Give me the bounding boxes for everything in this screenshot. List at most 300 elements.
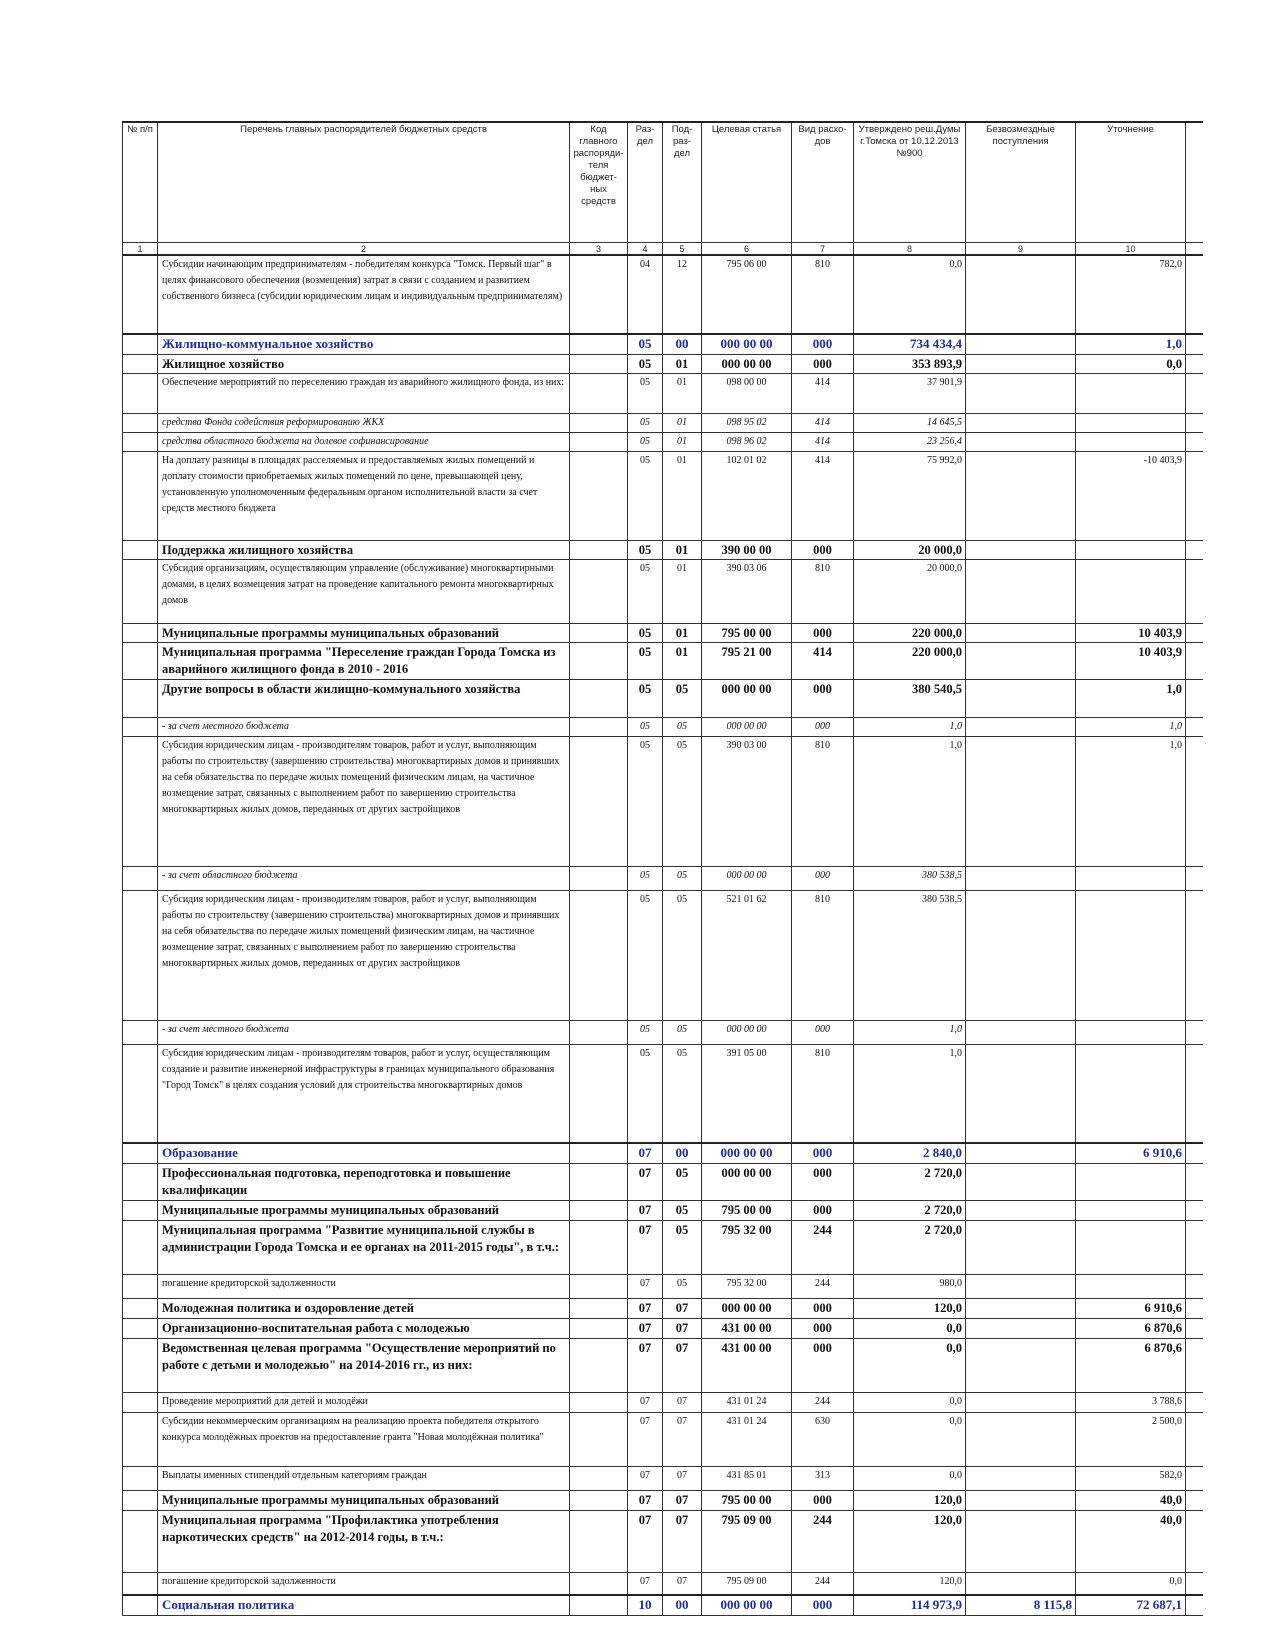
cell-change: 0,0 xyxy=(1076,1573,1186,1596)
cell-razdel: 05 xyxy=(628,541,663,560)
cell-approved: 20 000,0 xyxy=(854,541,966,560)
cell-grants xyxy=(966,374,1076,414)
cell-change: -10 403,9 xyxy=(1076,452,1186,541)
cell-next xyxy=(1186,1467,1203,1491)
cell-code xyxy=(570,624,628,643)
cell-grants xyxy=(966,1021,1076,1045)
cell-code xyxy=(570,1299,628,1319)
cell-num xyxy=(123,680,158,718)
cell-expense-type: 000 xyxy=(792,1201,854,1221)
cell-grants xyxy=(966,1573,1076,1596)
cell-expense-type: 000 xyxy=(792,1143,854,1164)
table-row xyxy=(123,1021,1203,1045)
cell-razdel: 05 xyxy=(628,643,663,680)
cell-razdel: 05 xyxy=(628,452,663,541)
cell-grants xyxy=(966,414,1076,433)
table-row xyxy=(123,1511,1203,1573)
cell-next xyxy=(1186,1319,1203,1339)
header-row xyxy=(123,122,1203,243)
cell-num xyxy=(123,560,158,624)
cell-podrazdel: 05 xyxy=(663,891,702,1021)
cell-change: 782,0 xyxy=(1076,255,1186,334)
cell-grants xyxy=(966,737,1076,867)
cell-grants xyxy=(966,680,1076,718)
cell-razdel: 07 xyxy=(628,1275,663,1299)
cell-podrazdel: 01 xyxy=(663,560,702,624)
cell-num xyxy=(123,452,158,541)
cell-next xyxy=(1186,334,1203,355)
cell-name: Социальная политика xyxy=(158,1595,570,1616)
cell-podrazdel: 07 xyxy=(663,1339,702,1393)
cell-podrazdel: 01 xyxy=(663,374,702,414)
cell-target-article: 431 01 24 xyxy=(702,1413,792,1467)
cell-approved: 0,0 xyxy=(854,1393,966,1413)
cell-podrazdel: 05 xyxy=(663,1021,702,1045)
budget-table xyxy=(122,121,1203,1616)
cell-num xyxy=(123,255,158,334)
cell-next xyxy=(1186,643,1203,680)
cell-name: Проведение мероприятий для детей и молодёжи xyxy=(158,1393,570,1413)
cell-expense-type: 000 xyxy=(792,680,854,718)
cell-num xyxy=(123,624,158,643)
cell-num xyxy=(123,1275,158,1299)
cell-podrazdel: 07 xyxy=(663,1299,702,1319)
cell-grants xyxy=(966,1164,1076,1201)
col-header-approved: Утверждено реш.Думы г.Томска от 10.12.2013 №900 xyxy=(854,122,966,243)
cell-approved: 114 973,9 xyxy=(854,1595,966,1616)
cell-change: 40,0 xyxy=(1076,1491,1186,1511)
cell-change xyxy=(1076,374,1186,414)
table-row xyxy=(123,541,1203,560)
cell-change xyxy=(1076,1021,1186,1045)
table-body xyxy=(123,255,1203,1616)
cell-change xyxy=(1076,891,1186,1021)
cell-podrazdel: 07 xyxy=(663,1467,702,1491)
cell-target-article: 795 09 00 xyxy=(702,1511,792,1573)
col-header-expense-type: Вид расхо-дов xyxy=(792,122,854,243)
cell-podrazdel: 01 xyxy=(663,414,702,433)
cell-num xyxy=(123,1573,158,1596)
cell-change: 6 870,6 xyxy=(1076,1319,1186,1339)
cell-podrazdel: 05 xyxy=(663,737,702,867)
cell-podrazdel: 05 xyxy=(663,1275,702,1299)
col-num: 4 xyxy=(628,243,663,256)
table-row xyxy=(123,1393,1203,1413)
cell-num xyxy=(123,414,158,433)
cell-change: 1,0 xyxy=(1076,334,1186,355)
cell-change xyxy=(1076,1164,1186,1201)
cell-razdel: 07 xyxy=(628,1339,663,1393)
cell-change: 1,0 xyxy=(1076,737,1186,867)
cell-change: 1,0 xyxy=(1076,680,1186,718)
cell-name: средства областного бюджета на долевое софинансирование xyxy=(158,433,570,452)
col-header-podrazdel: Под-раз-дел xyxy=(663,122,702,243)
cell-podrazdel: 07 xyxy=(663,1319,702,1339)
cell-target-article: 000 00 00 xyxy=(702,1164,792,1201)
cell-name: Ведомственная целевая программа "Осуществление мероприятий по работе с детьми и молодежью" на 2014-2016 гг., из них: xyxy=(158,1339,570,1393)
cell-expense-type: 630 xyxy=(792,1413,854,1467)
cell-num xyxy=(123,1201,158,1221)
cell-approved: 120,0 xyxy=(854,1511,966,1573)
cell-change xyxy=(1076,1045,1186,1144)
cell-code xyxy=(570,334,628,355)
cell-approved: 23 256,4 xyxy=(854,433,966,452)
cell-target-article: 795 21 00 xyxy=(702,643,792,680)
cell-approved: 220 000,0 xyxy=(854,643,966,680)
cell-razdel: 05 xyxy=(628,433,663,452)
cell-razdel: 05 xyxy=(628,334,663,355)
cell-razdel: 05 xyxy=(628,624,663,643)
cell-next xyxy=(1186,680,1203,718)
cell-target-article: 795 00 00 xyxy=(702,1201,792,1221)
cell-name: Жилищное хозяйство xyxy=(158,355,570,374)
cell-next xyxy=(1186,624,1203,643)
cell-podrazdel: 05 xyxy=(663,680,702,718)
cell-grants xyxy=(966,718,1076,737)
cell-target-article: 102 01 02 xyxy=(702,452,792,541)
cell-expense-type: 000 xyxy=(792,1299,854,1319)
cell-expense-type: 414 xyxy=(792,433,854,452)
cell-name: Другие вопросы в области жилищно-коммунального хозяйства xyxy=(158,680,570,718)
cell-razdel: 05 xyxy=(628,374,663,414)
cell-target-article: 795 06 00 xyxy=(702,255,792,334)
cell-num xyxy=(123,1339,158,1393)
cell-num xyxy=(123,1045,158,1144)
cell-razdel: 07 xyxy=(628,1299,663,1319)
cell-razdel: 07 xyxy=(628,1573,663,1596)
cell-name: Организационно-воспитательная работа с молодежью xyxy=(158,1319,570,1339)
cell-name: Субсидия юридическим лицам - производителям товаров, работ и услуг, выполняющим работы по строительству (завершению строительства) многоквартирных домов и принявших на себя обязательства по передаче жилых помещений физическим лицам, на частичное возмещение затрат, связанных с выполнением работ по завершению строительства многоквартирных жилых домов, переданных от других застройщиков xyxy=(158,891,570,1021)
cell-podrazdel: 05 xyxy=(663,1201,702,1221)
cell-razdel: 05 xyxy=(628,680,663,718)
cell-grants xyxy=(966,255,1076,334)
cell-num xyxy=(123,1164,158,1201)
cell-next xyxy=(1186,1413,1203,1467)
cell-num xyxy=(123,1595,158,1616)
cell-expense-type: 244 xyxy=(792,1573,854,1596)
cell-name: Поддержка жилищного хозяйства xyxy=(158,541,570,560)
cell-grants xyxy=(966,1413,1076,1467)
cell-approved: 20 000,0 xyxy=(854,560,966,624)
cell-target-article: 431 85 01 xyxy=(702,1467,792,1491)
table-row xyxy=(123,1467,1203,1491)
cell-grants xyxy=(966,452,1076,541)
cell-name: Выплаты именных стипендий отдельным категориям граждан xyxy=(158,1467,570,1491)
col-header-num: № п/п xyxy=(123,122,158,243)
cell-num xyxy=(123,374,158,414)
cell-name: Жилищно-коммунальное хозяйство xyxy=(158,334,570,355)
col-header-next xyxy=(1186,122,1203,243)
cell-expense-type: 000 xyxy=(792,624,854,643)
cell-target-article: 521 01 62 xyxy=(702,891,792,1021)
cell-podrazdel: 05 xyxy=(663,1221,702,1275)
cell-next xyxy=(1186,891,1203,1021)
cell-target-article: 391 05 00 xyxy=(702,1045,792,1144)
col-num: 7 xyxy=(792,243,854,256)
col-num xyxy=(1186,243,1203,256)
cell-code xyxy=(570,643,628,680)
cell-num xyxy=(123,1467,158,1491)
cell-next xyxy=(1186,718,1203,737)
table-row xyxy=(123,1319,1203,1339)
cell-name: Профессиональная подготовка, переподготовка и повышение квалификации xyxy=(158,1164,570,1201)
cell-target-article: 390 00 00 xyxy=(702,541,792,560)
cell-approved: 0,0 xyxy=(854,1319,966,1339)
cell-next xyxy=(1186,867,1203,891)
cell-next xyxy=(1186,1393,1203,1413)
cell-expense-type: 810 xyxy=(792,1045,854,1144)
cell-code xyxy=(570,891,628,1021)
cell-code xyxy=(570,1164,628,1201)
cell-podrazdel: 00 xyxy=(663,1595,702,1616)
cell-podrazdel: 07 xyxy=(663,1413,702,1467)
cell-next xyxy=(1186,560,1203,624)
cell-target-article: 098 96 02 xyxy=(702,433,792,452)
cell-change: 2 500,0 xyxy=(1076,1413,1186,1467)
cell-grants xyxy=(966,334,1076,355)
cell-name: Муниципальная программа "Профилактика употребления наркотических средств" на 2012-2014 годы, в т.ч.: xyxy=(158,1511,570,1573)
cell-name: - за счет областного бюджета xyxy=(158,867,570,891)
cell-num xyxy=(123,1299,158,1319)
cell-target-article: 000 00 00 xyxy=(702,1143,792,1164)
cell-target-article: 000 00 00 xyxy=(702,867,792,891)
table-row xyxy=(123,374,1203,414)
cell-razdel: 07 xyxy=(628,1164,663,1201)
cell-name: Муниципальная программа "Развитие муниципальной службы в администрации Города Томска и ее органах на 2011-2015 годы", в т.ч.: xyxy=(158,1221,570,1275)
cell-podrazdel: 07 xyxy=(663,1573,702,1596)
cell-podrazdel: 01 xyxy=(663,643,702,680)
cell-razdel: 10 xyxy=(628,1595,663,1616)
cell-approved: 380 540,5 xyxy=(854,680,966,718)
cell-approved: 980,0 xyxy=(854,1275,966,1299)
cell-code xyxy=(570,541,628,560)
cell-code xyxy=(570,452,628,541)
cell-target-article: 390 03 00 xyxy=(702,737,792,867)
cell-grants xyxy=(966,1275,1076,1299)
cell-expense-type: 000 xyxy=(792,1595,854,1616)
cell-expense-type: 414 xyxy=(792,452,854,541)
col-header-code: Код главного распоряди-теля бюджет-ных средств xyxy=(570,122,628,243)
table-row xyxy=(123,643,1203,680)
cell-expense-type: 244 xyxy=(792,1221,854,1275)
cell-num xyxy=(123,355,158,374)
cell-podrazdel: 00 xyxy=(663,334,702,355)
cell-next xyxy=(1186,1045,1203,1144)
col-num: 1 xyxy=(123,243,158,256)
cell-num xyxy=(123,1511,158,1573)
cell-change: 3 788,6 xyxy=(1076,1393,1186,1413)
cell-approved: 2 720,0 xyxy=(854,1164,966,1201)
cell-expense-type: 810 xyxy=(792,560,854,624)
col-num: 9 xyxy=(966,243,1076,256)
cell-num xyxy=(123,718,158,737)
cell-razdel: 07 xyxy=(628,1413,663,1467)
cell-expense-type: 000 xyxy=(792,867,854,891)
cell-expense-type: 244 xyxy=(792,1275,854,1299)
cell-change xyxy=(1076,433,1186,452)
cell-target-article: 390 03 06 xyxy=(702,560,792,624)
cell-approved: 75 992,0 xyxy=(854,452,966,541)
cell-name: Обеспечение мероприятий по переселению граждан из аварийного жилищного фонда, из них: xyxy=(158,374,570,414)
cell-change: 582,0 xyxy=(1076,1467,1186,1491)
cell-code xyxy=(570,1021,628,1045)
cell-grants xyxy=(966,1339,1076,1393)
cell-podrazdel: 05 xyxy=(663,1164,702,1201)
cell-expense-type: 000 xyxy=(792,355,854,374)
cell-next xyxy=(1186,1275,1203,1299)
cell-expense-type: 000 xyxy=(792,1319,854,1339)
cell-change: 6 910,6 xyxy=(1076,1299,1186,1319)
cell-razdel: 07 xyxy=(628,1467,663,1491)
cell-code xyxy=(570,255,628,334)
cell-next xyxy=(1186,1021,1203,1045)
cell-code xyxy=(570,1143,628,1164)
cell-approved: 0,0 xyxy=(854,1467,966,1491)
cell-razdel: 05 xyxy=(628,718,663,737)
col-header-razdel: Раз-дел xyxy=(628,122,663,243)
col-num: 2 xyxy=(158,243,570,256)
col-header-target: Целевая статья xyxy=(702,122,792,243)
cell-grants xyxy=(966,1491,1076,1511)
cell-name: Муниципальная программа "Переселение граждан Города Томска из аварийного жилищного фонда в 2010 - 2016 xyxy=(158,643,570,680)
cell-code xyxy=(570,680,628,718)
cell-podrazdel: 07 xyxy=(663,1393,702,1413)
cell-target-article: 795 32 00 xyxy=(702,1221,792,1275)
cell-target-article: 431 00 00 xyxy=(702,1339,792,1393)
cell-next xyxy=(1186,1491,1203,1511)
cell-next xyxy=(1186,1164,1203,1201)
cell-podrazdel: 01 xyxy=(663,541,702,560)
cell-num xyxy=(123,891,158,1021)
cell-num xyxy=(123,1221,158,1275)
cell-code xyxy=(570,1045,628,1144)
cell-podrazdel: 01 xyxy=(663,624,702,643)
cell-name: Образование xyxy=(158,1143,570,1164)
cell-num xyxy=(123,1491,158,1511)
cell-expense-type: 000 xyxy=(792,541,854,560)
cell-name: Субсидии некоммерческим организациям на реализацию проекта победителя открытого конкурса молодёжных проектов на предоставление гранта "Новая молодёжная политика" xyxy=(158,1413,570,1467)
cell-razdel: 05 xyxy=(628,891,663,1021)
cell-podrazdel: 07 xyxy=(663,1491,702,1511)
col-num: 8 xyxy=(854,243,966,256)
cell-name: - за счет местного бюджета xyxy=(158,718,570,737)
cell-next xyxy=(1186,414,1203,433)
cell-change xyxy=(1076,1275,1186,1299)
cell-code xyxy=(570,1413,628,1467)
table-row xyxy=(123,255,1203,334)
cell-podrazdel: 05 xyxy=(663,718,702,737)
cell-next xyxy=(1186,737,1203,867)
cell-next xyxy=(1186,541,1203,560)
cell-target-article: 795 00 00 xyxy=(702,1491,792,1511)
cell-expense-type: 414 xyxy=(792,374,854,414)
table-row xyxy=(123,1164,1203,1201)
cell-approved: 380 538,5 xyxy=(854,891,966,1021)
cell-code xyxy=(570,1467,628,1491)
cell-next xyxy=(1186,255,1203,334)
cell-expense-type: 810 xyxy=(792,255,854,334)
cell-expense-type: 313 xyxy=(792,1467,854,1491)
cell-razdel: 07 xyxy=(628,1221,663,1275)
cell-razdel: 04 xyxy=(628,255,663,334)
cell-name: Муниципальные программы муниципальных образований xyxy=(158,1491,570,1511)
cell-approved: 0,0 xyxy=(854,1339,966,1393)
cell-razdel: 05 xyxy=(628,355,663,374)
cell-name: Субсидии начинающим предпринимателям - победителям конкурса "Томск. Первый шаг" в целях финансового обеспечения (возмещения) затрат в связи с созданием и развитием собственного бизнеса (субсидии юридическим лицам и индивидуальным предпринимателям) xyxy=(158,255,570,334)
cell-next xyxy=(1186,1221,1203,1275)
cell-next xyxy=(1186,355,1203,374)
table-row xyxy=(123,1339,1203,1393)
cell-grants xyxy=(966,560,1076,624)
col-header-change: Уточнение xyxy=(1076,122,1186,243)
cell-grants: 8 115,8 xyxy=(966,1595,1076,1616)
cell-change xyxy=(1076,1221,1186,1275)
cell-razdel: 05 xyxy=(628,737,663,867)
cell-grants xyxy=(966,1393,1076,1413)
cell-code xyxy=(570,1491,628,1511)
column-number-row xyxy=(123,243,1203,256)
cell-grants xyxy=(966,1045,1076,1144)
table-row xyxy=(123,1143,1203,1164)
cell-target-article: 000 00 00 xyxy=(702,1299,792,1319)
table-row xyxy=(123,560,1203,624)
col-header-grants: Безвозмездные поступления xyxy=(966,122,1076,243)
cell-approved: 120,0 xyxy=(854,1299,966,1319)
cell-podrazdel: 05 xyxy=(663,1045,702,1144)
cell-grants xyxy=(966,1221,1076,1275)
cell-next xyxy=(1186,433,1203,452)
cell-expense-type: 810 xyxy=(792,891,854,1021)
cell-expense-type: 414 xyxy=(792,643,854,680)
cell-grants xyxy=(966,355,1076,374)
cell-grants xyxy=(966,541,1076,560)
table-row xyxy=(123,1299,1203,1319)
cell-change: 6 870,6 xyxy=(1076,1339,1186,1393)
cell-num xyxy=(123,334,158,355)
cell-change: 72 687,1 xyxy=(1076,1595,1186,1616)
cell-grants xyxy=(966,1299,1076,1319)
cell-change: 0,0 xyxy=(1076,355,1186,374)
cell-name: Субсидия юридическим лицам - производителям товаров, работ и услуг, осуществляющим создание и развитие инженерной инфраструктуры в границах муниципального образования "Город Томск" в целях создания условий для строительства многоквартирных домов xyxy=(158,1045,570,1144)
cell-next xyxy=(1186,374,1203,414)
cell-approved: 220 000,0 xyxy=(854,624,966,643)
cell-target-article: 795 09 00 xyxy=(702,1573,792,1596)
cell-grants xyxy=(966,1511,1076,1573)
cell-target-article: 098 00 00 xyxy=(702,374,792,414)
cell-razdel: 05 xyxy=(628,414,663,433)
cell-approved: 734 434,4 xyxy=(854,334,966,355)
cell-grants xyxy=(966,1143,1076,1164)
cell-num xyxy=(123,541,158,560)
cell-grants xyxy=(966,433,1076,452)
cell-razdel: 07 xyxy=(628,1201,663,1221)
cell-grants xyxy=(966,643,1076,680)
cell-num xyxy=(123,433,158,452)
cell-grants xyxy=(966,1467,1076,1491)
cell-approved: 2 720,0 xyxy=(854,1221,966,1275)
col-num: 5 xyxy=(663,243,702,256)
cell-expense-type: 000 xyxy=(792,1164,854,1201)
cell-code xyxy=(570,1393,628,1413)
col-num: 6 xyxy=(702,243,792,256)
cell-target-article: 000 00 00 xyxy=(702,718,792,737)
cell-approved: 0,0 xyxy=(854,255,966,334)
cell-approved: 2 840,0 xyxy=(854,1143,966,1164)
cell-code xyxy=(570,718,628,737)
cell-code xyxy=(570,867,628,891)
cell-code xyxy=(570,1573,628,1596)
cell-change: 40,0 xyxy=(1076,1511,1186,1573)
